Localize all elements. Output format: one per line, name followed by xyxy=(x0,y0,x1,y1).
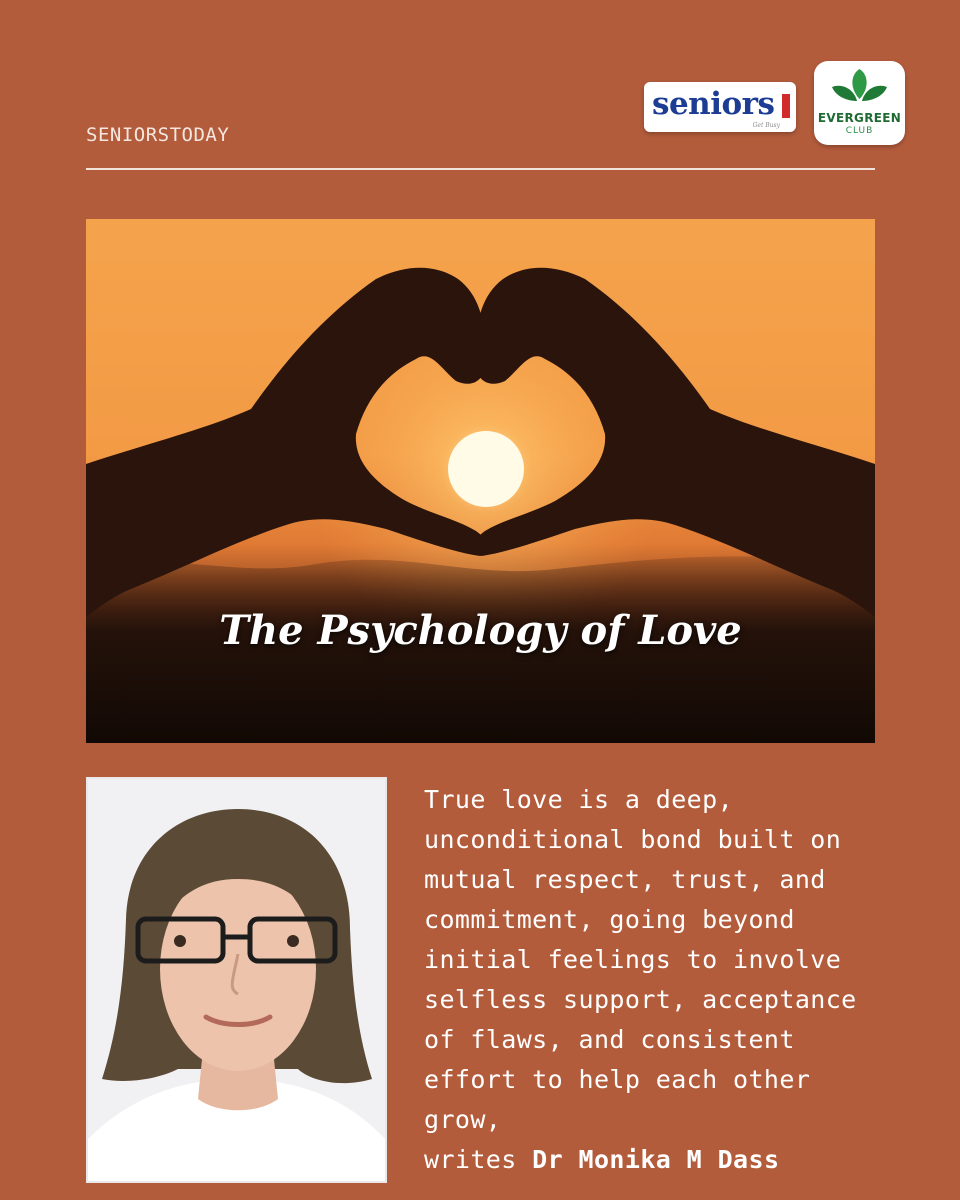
author-name: Dr Monika M Dass xyxy=(532,1145,780,1174)
evergreen-club-logo[interactable] xyxy=(814,61,905,145)
seniors-logo-red-tag xyxy=(782,94,790,118)
hero-title: The Psychology of Love xyxy=(219,607,742,654)
hero-image xyxy=(86,219,875,743)
seniors-today-logo[interactable] xyxy=(644,82,796,132)
header-divider xyxy=(86,168,875,170)
leaves-icon xyxy=(830,67,889,111)
heart-hands-sunset-illustration xyxy=(86,219,875,743)
author-photo xyxy=(88,779,385,1181)
author-portrait xyxy=(86,777,387,1183)
sun-icon xyxy=(448,431,524,507)
brand-name: SENIORSTODAY xyxy=(86,124,230,146)
club-logo-word: CLUB xyxy=(845,126,874,136)
article-quote: True love is a deep, unconditional bond built on mutual respect, trust, and commitment, going beyond initial feelings to involve selfless support, acceptance of flaws, and consistent effort to help each other grow, xyxy=(424,785,857,1134)
evergreen-logo-word: EVERGREEN xyxy=(817,111,902,125)
article-byline xyxy=(424,1140,779,1180)
seniors-logo-word: seniors xyxy=(652,86,775,122)
byline-prefix: writes xyxy=(424,1145,517,1174)
seniors-logo-subtitle: Get Busy xyxy=(752,122,780,129)
